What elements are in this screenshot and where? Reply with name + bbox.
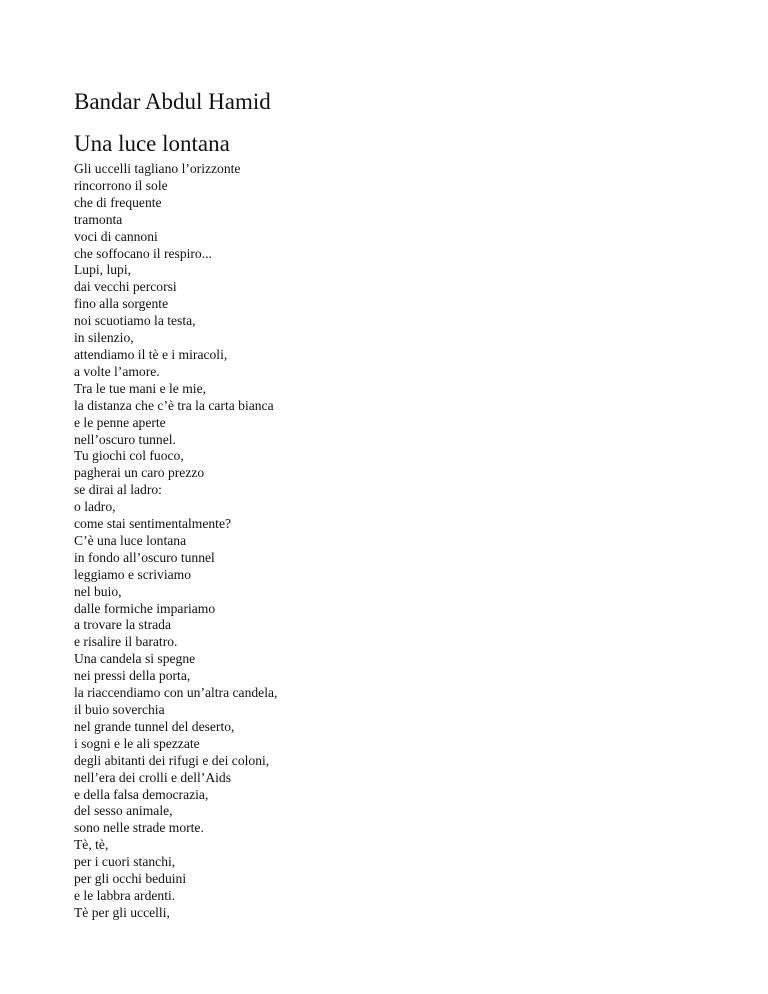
poem-line: che soffocano il respiro... (74, 245, 212, 261)
poem-line: dalle formiche impariamo (74, 600, 216, 616)
poem-line: leggiamo e scriviamo (74, 566, 192, 582)
poem-line: fino alla sorgente (74, 296, 169, 312)
poem-line: attendiamo il tè e i miracoli, (74, 346, 228, 362)
poem-line: del sesso animale, (74, 803, 173, 819)
poem-line: e le penne aperte (74, 414, 166, 430)
poem-line: Tè, tè, (74, 837, 109, 853)
poem-line: se dirai al ladro: (74, 482, 162, 498)
poem-line: Tu giochi col fuoco, (74, 448, 184, 464)
poem-body (74, 161, 728, 922)
poem-line: come stai sentimentalmente? (74, 516, 232, 532)
poem-line: nel buio, (74, 583, 122, 599)
poem-line: per i cuori stanchi, (74, 854, 176, 870)
poem-line: pagherai un caro prezzo (74, 465, 205, 481)
poem-line: e le labbra ardenti. (74, 887, 176, 903)
poem-line: o ladro, (74, 499, 116, 515)
poem-line: Gli uccelli tagliano l’orizzonte (74, 161, 241, 176)
poem-line: in silenzio, (74, 330, 134, 346)
poem-line: e risalire il baratro. (74, 634, 178, 650)
poem-line: nel grande tunnel del deserto, (74, 718, 235, 734)
poem-line: tramonta (74, 211, 123, 227)
poem-line: i sogni e le ali spezzate (74, 735, 200, 751)
poem-title: Una luce lontana (74, 131, 230, 156)
poem-line: la riaccendiamo con un’altra candela, (74, 685, 278, 701)
poem-line: voci di cannoni (74, 228, 158, 244)
poem-line: Tra le tue mani e le mie, (74, 380, 207, 396)
poem-line: Tè per gli uccelli, (74, 904, 170, 920)
poem-line: a volte l’amore. (74, 363, 160, 379)
poem-line: sono nelle strade morte. (74, 820, 204, 836)
poem-line: noi scuotiamo la testa, (74, 313, 196, 329)
poem-line: che di frequente (74, 194, 162, 210)
poem-line: dai vecchi percorsi (74, 279, 177, 295)
poem-line: per gli occhi beduini (74, 871, 187, 887)
poem-line: in fondo all’oscuro tunnel (74, 549, 215, 565)
document-page (74, 88, 728, 922)
poem-line: Lupi, lupi, (74, 262, 132, 278)
poem-line: rincorrono il sole (74, 177, 168, 193)
poem-line: nell’oscuro tunnel. (74, 431, 176, 447)
author-name: Bandar Abdul Hamid (74, 89, 271, 114)
poem-line: degli abitanti dei rifugi e dei coloni, (74, 752, 270, 768)
poem-line: la distanza che c’è tra la carta bianca (74, 397, 274, 413)
poem-line: il buio soverchia (74, 702, 165, 717)
poem-line: nei pressi della porta, (74, 668, 191, 684)
poem-line: nell’era dei crolli e dell’Aids (74, 769, 232, 785)
poem-line: C’è una luce lontana (74, 532, 187, 548)
poem-line: e della falsa democrazia, (74, 786, 209, 802)
poem-line: a trovare la strada (74, 617, 171, 633)
poem-line: Una candela si spegne (74, 651, 196, 667)
